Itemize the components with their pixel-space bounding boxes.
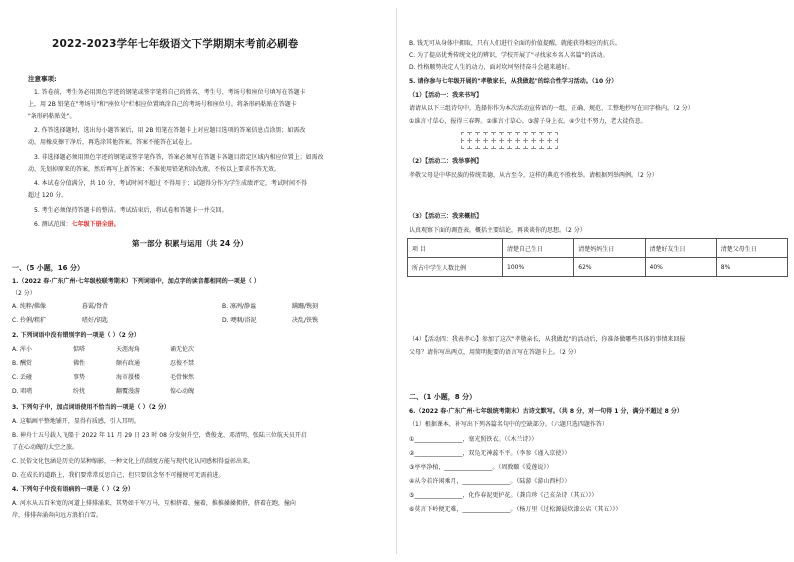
section-2-heading: 二、（1 小题，8 分） <box>409 393 477 401</box>
notes-line-6-prefix: 6. 测试范围： <box>34 221 72 228</box>
q4-option-b: B. 钱无可从身体中拥取，只有人们进行全面的价值提醒，就能获得相应的抗兵。 <box>409 40 621 47</box>
notes-line: 4. 本试卷分值满分，共 10 分，考试时间不超过 不得用于；试题得分作为学生成绩评定，考试时间不得 <box>34 180 307 187</box>
notes-line: 3. 非选择题必须用黑色字迹的钢笔或签字笔作答，答案必须写在答题卡各题目指定区域内相应位置上；如需改 <box>34 154 324 161</box>
notes-line: 超过 120 分。 <box>28 192 68 199</box>
fill-blank-item: ①________________，塞光照铁衣。（《木兰诗》） <box>409 436 538 443</box>
q1-option: 暮霭/脊背 <box>82 303 109 310</box>
table-header-cell: 清楚妈妈生日 <box>574 239 645 258</box>
q1-option: 决乱/铁镌 <box>292 317 319 324</box>
q4-option-c: C. 为了提高优秀传统文化的辨识，学校开展了"寻找家乡名人名篇"的活动。 <box>409 52 609 59</box>
q1-option: C. 伶俐/粗犷 <box>12 317 47 324</box>
table-cell: 40% <box>645 258 716 277</box>
q4-option-d: D. 性格顺势决定人生的动力，面对坎坷坚持奋斗会越来越好。 <box>409 64 574 71</box>
question-1-score: （2 分） <box>12 290 36 297</box>
q1-option: D. 哽咽/浴泥 <box>222 317 257 324</box>
table-cell: 所占中学生人数比例 <box>408 258 503 277</box>
q3-option-d: D. 在成长的道路上，我们要常常反思自己，但只要信念坚不可摧便可无需前进。 <box>12 472 225 479</box>
notes-line: "条形码粘贴处"。 <box>28 113 76 120</box>
table-header-cell: 清楚好友生日 <box>645 239 716 258</box>
q3-option-c: C. 民俗文化包涵是历史的某种缩影，一种文化上的制度方能与现代化认同感相得益彰出来。 <box>12 458 255 465</box>
writing-grid-row[interactable] <box>461 140 557 149</box>
activity-3-desc: 认真观察下面的调查表，概括主要结论，再谈谈你的思想。（2 分） <box>409 227 586 234</box>
activity-1-desc: 请请从以下三组诗句中，选择你作为本次活动宣传语的一组，正确、规范、工整地抄写在田字格内。（2 分） <box>409 105 694 112</box>
q3-option-b-cont: 了在心动魄的太空之旅。 <box>12 444 79 451</box>
notes-line: 1. 答卷前，考生务必用黑色字迹的钢笔或签字笔将自己的姓名、考生号、考场号和座位号填写在答题卡 <box>34 89 306 96</box>
table-row <box>408 258 788 277</box>
q1-option: B. 凛冽/静谧 <box>222 303 256 310</box>
q2-option: 惶心动魄 <box>170 388 195 395</box>
survey-table <box>407 238 788 277</box>
question-6-sub: （1）根据课本，补写出下列各篇名句中的空缺部分。（六题只选四题作答） <box>409 421 608 428</box>
q2-option: 毛骨悚然 <box>170 374 195 381</box>
question-6-stem: 6.（2022 春·广东广州·七年级统考期末）古诗文默写。（共 8 分，对一句得 1 分，满分不超过 8 分） <box>409 408 683 415</box>
notes-line: 动，先划掉原来的答案，然后再写上新答案；不准使用铅笔和涂改液。不按以上要求作答无效。 <box>28 166 281 173</box>
table-cell: 100% <box>503 258 574 277</box>
activity-4-desc: （4）【活动四：我表孝心】参加了这次"孝敬亲长，从我做起"的活动后，你准备做哪些具体的事情来回报 <box>409 336 686 343</box>
fill-blank-item: ⑤________________，化作春泥更护花。（龚自珍《己亥杂诗（其五）》） <box>409 492 598 499</box>
q1-option: 蹒跚/镌刻 <box>292 303 319 310</box>
test-scope-highlight: 七年级下册全册。 <box>71 221 120 228</box>
question-1-stem: 1.（2022 春·广东广州·七年级校联考期末）下列词语中，加点字的读音都相同的一项是（ ） <box>12 278 260 285</box>
notes-line-6 <box>34 221 120 229</box>
q2-option: 诵无伦次 <box>170 346 195 353</box>
table-header-row <box>408 239 788 258</box>
q1-option: 嗜好/钥匙 <box>82 317 109 324</box>
question-3-stem: 3. 下列句子中，加点词语使用不恰当的一项是（ ）（2 分） <box>12 404 170 411</box>
q2-option: C. 丢碰 <box>12 374 33 381</box>
q2-option: 惦嗒 <box>73 346 86 353</box>
notes-heading: 注意事项: <box>28 75 57 83</box>
q1-option: A. 纯粹/佛像 <box>12 303 46 310</box>
q3-option-b: B. 神舟十五号载人飞船于 2022 年 11 月 29 日 23 时 08 分发射升空，费俊龙、邓清明、张陆三位航天员开启 <box>12 432 307 439</box>
q3-option-a: A. 这幅画平整地铺开，显得有质感，引人耳明。 <box>12 418 140 425</box>
fill-blank-item: ④从今若许闲乘月，________________。（陆游《游山西村》） <box>409 478 571 485</box>
notes-line: 动，用橡皮擦干净后，再选涂其他答案。答案不能答在试卷上。 <box>28 139 197 146</box>
q2-option: 翻覆漫游 <box>116 388 141 395</box>
q2-option: 天涯海角 <box>116 346 141 353</box>
table-header-cell: 清楚父母生日 <box>716 239 787 258</box>
right-column <box>397 0 794 562</box>
activity-4-desc-cont: 父母？请你写出两点，用简明扼要的语言写在答题卡上。（2 分） <box>409 349 580 356</box>
notes-line: 上，用 2B 铅笔在"考场号"和"座位号"栏相应位置填涂自己的考场号和座位号。将条形码粘贴在答题卡 <box>28 101 297 108</box>
activity-2-heading: （2）【活动二：我举事例】 <box>409 158 483 165</box>
q4-option-a-cont: 岸，排排奔涌奔向远方浪拍白雪。 <box>12 512 103 519</box>
table-header-cell: 清楚自己生日 <box>503 239 574 258</box>
q2-option: 忍俊不禁 <box>170 360 195 367</box>
activity-2-desc: 孝敬父母是中华民族的传统美德，从古至今，这样的典范不胜枚举。请根据列举两例。（2 分） <box>409 172 658 179</box>
q2-option: B. 酬赏 <box>12 360 32 367</box>
q4-option-a: A. 河水从五百米宽的河道上排排涌来，其势如千军万马，互相挤着、撞着，推推搡搡拥挤，挤着在跑，撞向 <box>12 500 296 507</box>
table-cell: 8% <box>716 258 787 277</box>
q2-option: A. 浑小 <box>12 346 32 353</box>
q2-option: 颇有政通 <box>116 360 141 367</box>
section-heading: 一、（5 小题，16 分） <box>12 264 84 272</box>
question-4-stem: 4. 下列句子中没有语病的一项是（ ）（2 分） <box>12 486 134 493</box>
fill-blank-item: ⑥莫言下岭便无难，________________。（杨万里《过松源晨炊漆公店（其五）》） <box>409 506 622 513</box>
part-heading: 第一部分 积累与运用（共 24 分） <box>132 239 248 248</box>
table-cell: 62% <box>574 258 645 277</box>
notes-line: 2. 作答选择题时，选出每小题答案后，用 2B 铅笔在答题卡上对应题目选项的答案信息点涂黑；如需改 <box>34 127 306 134</box>
activity-3-heading: （3）【活动三：我来概括】 <box>409 213 483 220</box>
fill-blank-item: ②________________，双凫无神蕊不平。（李参《谨入京使》） <box>409 450 571 457</box>
fill-blank-item: ③亭亭净植，________________。（周敦颐《爱莲说》） <box>409 464 553 471</box>
activity-1-options: ①谁言寸草心，报得三春晖。②谁言寸草心。③游子身上衣。④少壮不努力，老大徒伤悲。 <box>409 118 647 125</box>
q2-option: 海市蜃楼 <box>116 374 141 381</box>
q2-option: 佛性 <box>73 360 86 367</box>
q2-option: 纷扰 <box>73 388 86 395</box>
q2-option: D. 唱嗜 <box>12 388 33 395</box>
question-5-stem: 5. 请你参与七年级开展的"孝敬家长，从我做起"的综合性学习活动。（10 分） <box>409 78 618 85</box>
question-2-stem: 2. 下列词语中没有错别字的一项是（ ）（2 分） <box>12 332 140 339</box>
table-header-cell: 项 目 <box>408 239 503 258</box>
q2-option: 事势 <box>73 374 86 381</box>
notes-line: 5. 考生必须保持答题卡的整洁。考试结束后，将试卷和答题卡一并交回。 <box>34 207 228 214</box>
activity-1-heading: （1）【活动一：我来书写】 <box>409 92 483 99</box>
page-title: 2022-2023学年七年级语文下学期期末考前必刷卷 <box>52 38 299 50</box>
